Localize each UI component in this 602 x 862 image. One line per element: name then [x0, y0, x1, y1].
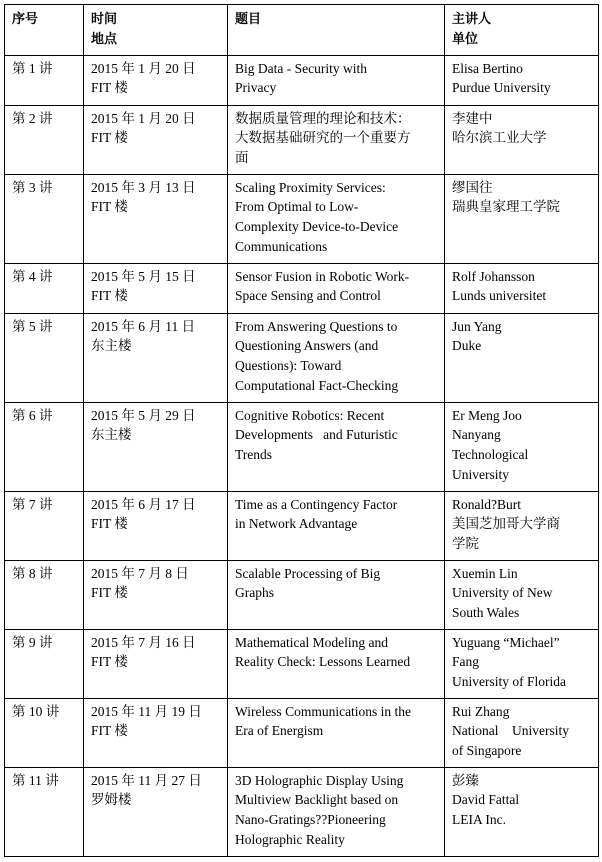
lecture-speaker: Er Meng Joo Nanyang Technological University	[445, 402, 599, 491]
lecture-time-place	[84, 491, 228, 560]
lecture-no: 第 9 讲	[5, 629, 84, 698]
lecture-speaker: Jun Yang Duke	[445, 313, 599, 402]
table-row	[5, 55, 599, 105]
lecture-venue: 东主楼	[91, 338, 132, 354]
lecture-topic: Time as a Contingency Factor in Network Advantage	[228, 491, 445, 560]
lecture-no: 第 3 讲	[5, 174, 84, 263]
header-no: 序号	[5, 5, 84, 56]
lecture-time-place	[84, 174, 228, 263]
lecture-date: 2015 年 1 月 20 日	[91, 60, 196, 76]
lecture-topic: Big Data - Security with Privacy	[228, 55, 445, 105]
table-row	[5, 698, 599, 767]
lecture-topic: Cognitive Robotics: Recent Developments and Futuristic Trends	[228, 402, 445, 491]
lecture-time-place	[84, 105, 228, 174]
lecture-time-place	[84, 767, 228, 856]
lecture-topic: Scalable Processing of Big Graphs	[228, 560, 445, 629]
lecture-date: 2015 年 5 月 29 日	[91, 407, 196, 423]
lecture-date: 2015 年 11 月 19 日	[91, 703, 202, 719]
lecture-time-place	[84, 698, 228, 767]
table-row	[5, 767, 599, 856]
lecture-venue: FIT 楼	[91, 80, 128, 96]
lecture-venue: FIT 楼	[91, 130, 128, 146]
lecture-speaker: 李建中 哈尔滨工业大学	[445, 105, 599, 174]
lecture-speaker: Xuemin Lin University of New South Wales	[445, 560, 599, 629]
lecture-no: 第 8 讲	[5, 560, 84, 629]
lecture-time-place	[84, 402, 228, 491]
table-row	[5, 560, 599, 629]
header-time-place: 时间 地点	[84, 5, 228, 56]
table-row	[5, 491, 599, 560]
lecture-time-place	[84, 560, 228, 629]
lecture-venue: 东主楼	[91, 427, 132, 443]
table-row	[5, 263, 599, 313]
lecture-speaker: Ronald?Burt 美国芝加哥大学商 学院	[445, 491, 599, 560]
lecture-no: 第 11 讲	[5, 767, 84, 856]
table-row	[5, 402, 599, 491]
lecture-speaker: 缪国往 瑞典皇家理工学院	[445, 174, 599, 263]
table-row	[5, 174, 599, 263]
lecture-topic: From Answering Questions to Questioning Answers (and Questions): Toward Computational Fact-Checking	[228, 313, 445, 402]
table-row	[5, 629, 599, 698]
header-speaker-affiliation: 主讲人 单位	[445, 5, 599, 56]
lecture-venue: FIT 楼	[91, 585, 128, 601]
lecture-venue: FIT 楼	[91, 516, 128, 532]
lecture-no: 第 10 讲	[5, 698, 84, 767]
lecture-no: 第 5 讲	[5, 313, 84, 402]
lecture-topic: Wireless Communications in the Era of Energism	[228, 698, 445, 767]
lecture-topic: 3D Holographic Display Using Multiview Backlight based on Nano-Gratings??Pioneering Holographic Reality	[228, 767, 445, 856]
lecture-speaker: Yuguang “Michael” Fang University of Florida	[445, 629, 599, 698]
lecture-time-place	[84, 55, 228, 105]
lecture-speaker: Rui Zhang National University of Singapore	[445, 698, 599, 767]
lecture-topic: Sensor Fusion in Robotic Work- Space Sensing and Control	[228, 263, 445, 313]
lecture-date: 2015 年 6 月 11 日	[91, 318, 196, 334]
lecture-venue: FIT 楼	[91, 723, 128, 739]
lecture-topic: 数据质量管理的理论和技术： 大数据基础研究的一个重要方 面	[228, 105, 445, 174]
lecture-time-place	[84, 313, 228, 402]
header-row	[5, 5, 599, 56]
lecture-venue: FIT 楼	[91, 288, 128, 304]
lecture-venue: 罗姆楼	[91, 792, 132, 808]
lecture-date: 2015 年 6 月 17 日	[91, 496, 196, 512]
lecture-topic: Scaling Proximity Services: From Optimal to Low- Complexity Device-to-Device Communications	[228, 174, 445, 263]
table-row	[5, 313, 599, 402]
lecture-no: 第 7 讲	[5, 491, 84, 560]
lecture-venue: FIT 楼	[91, 654, 128, 670]
lecture-no: 第 2 讲	[5, 105, 84, 174]
lecture-date: 2015 年 3 月 13 日	[91, 179, 196, 195]
lecture-speaker: 彭臻 David Fattal LEIA Inc.	[445, 767, 599, 856]
lecture-topic: Mathematical Modeling and Reality Check: Lessons Learned	[228, 629, 445, 698]
header-topic: 题目	[228, 5, 445, 56]
lecture-date: 2015 年 1 月 20 日	[91, 110, 196, 126]
lecture-speaker: Elisa Bertino Purdue University	[445, 55, 599, 105]
lecture-no: 第 1 讲	[5, 55, 84, 105]
lecture-venue: FIT 楼	[91, 199, 128, 215]
table-row	[5, 105, 599, 174]
lecture-no: 第 6 讲	[5, 402, 84, 491]
lecture-schedule-table	[4, 4, 599, 857]
lecture-date: 2015 年 7 月 8 日	[91, 565, 189, 581]
lecture-date: 2015 年 5 月 15 日	[91, 268, 196, 284]
lecture-speaker: Rolf Johansson Lunds universitet	[445, 263, 599, 313]
lecture-date: 2015 年 7 月 16 日	[91, 634, 196, 650]
lecture-date: 2015 年 11 月 27 日	[91, 772, 202, 788]
lecture-no: 第 4 讲	[5, 263, 84, 313]
lecture-time-place	[84, 629, 228, 698]
lecture-time-place	[84, 263, 228, 313]
